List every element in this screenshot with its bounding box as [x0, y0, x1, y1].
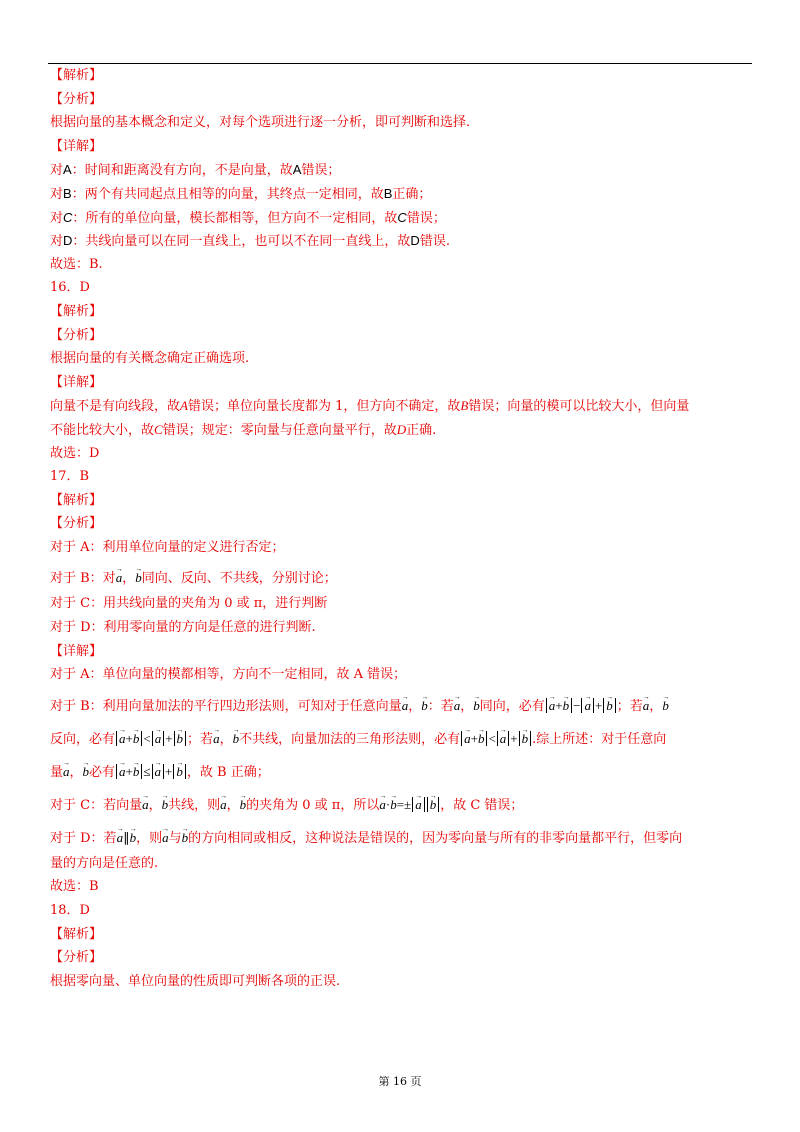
tag-jiexi: 【解析】 [50, 68, 103, 83]
detail-option-c: 对C：所有的单位向量，模长都相等，但方向不一定相同，故C错误； [50, 209, 446, 226]
answer-text: 故选：B [50, 879, 99, 895]
tag-fenxi: 【分析】 [50, 327, 103, 343]
tag-jiexi: 【解析】 [50, 492, 103, 508]
analysis-c: 对于 C：用共线向量的夹角为 0 或 π，进行判断 [50, 596, 328, 612]
detail-a: 对于 A：单位向量的模都相等，方向不一定相同，故 A 错误； [50, 667, 407, 683]
tag-fenxi: 【分析】 [50, 950, 103, 966]
analysis-text: 根据零向量、单位向量的性质即可判断各项的正误. [50, 973, 341, 989]
tag-jiexi: 【解析】 [50, 926, 103, 942]
formula-opposite-case: → a+→ b <→ a +→ b [115, 731, 187, 746]
detail-d-cont: 量的方向是任意的. [50, 855, 159, 871]
detail-option-d: 对D：共线向量可以在同一直线上，也可以不在同一直线上，故D错误. [50, 233, 450, 250]
detail-text-cont: 不能比较大小，故C错误；规定：零向量与任意向量平行，故D正确. [50, 421, 437, 438]
formula-parallel: → a∥→ b [117, 830, 137, 845]
question-number: 18．D [50, 903, 90, 919]
formula-dot-product: → a·→ b=±→ a→ b [379, 797, 440, 812]
solution-content [50, 64, 754, 993]
tag-xiangjie: 【详解】 [50, 374, 103, 390]
question-number: 16．D [50, 280, 90, 296]
tag-jiexi: 【解析】 [50, 303, 103, 319]
answer-text: 故选：D [50, 445, 100, 461]
tag-xiangjie: 【详解】 [50, 643, 103, 659]
tag-xiangjie: 【详解】 [50, 138, 103, 154]
formula-equal-case: → a+→ b −→ a +→ b [545, 698, 617, 713]
detail-d: 对于 D：若→ a∥→ b，则→ a与→ b的方向相同或相反，这种说法是错误的，因为零向量与所有的非零向量都平行，但零向 [50, 819, 754, 852]
question-number: 17．B [50, 469, 90, 485]
detail-option-a: 对A：时间和距离没有方向，不是向量，故A错误； [50, 162, 341, 179]
detail-b-line1: 对于 B：利用向量加法的平行四边形法则，可知对于任意向量→ a，→ b：若→ a，→ b同向，必有→ a+→ b −→ a +→ b ；若→ a，→ b [50, 687, 754, 720]
detail-b-line2: 反向，必有→ a+→ b <→ a +→ b ；若→ a，→ b不共线，向量加法的三角形法则，必有→ a+→ b <→ a +→ b .综上所述：对于任意向 [50, 720, 754, 753]
formula-noncollinear-case: → a+→ b <→ a +→ b [460, 731, 532, 746]
analysis-text: 根据向量的有关概念确定正确选项. [50, 351, 250, 367]
formula-triangle-inequality: → a+→ b ≤→ a +→ b [115, 764, 187, 779]
detail-b-line3: 量→ a，→ b必有→ a+→ b ≤→ a +→ b ，故 B 正确； [50, 753, 754, 786]
analysis-b: 对于 B：对→ a，→ b同向、反向、不共线，分别讨论； [50, 559, 754, 592]
analysis-a: 对于 A：利用单位向量的定义进行否定； [50, 539, 285, 555]
vector-a: → a [116, 559, 123, 594]
detail-option-b: 对B：两个有共同起点且相等的向量，其终点一定相同，故B正确； [50, 185, 432, 202]
tag-fenxi: 【分析】 [50, 516, 103, 532]
detail-text: 向量不是有向线段，故A错误；单位向量长度都为 1，但方向不确定，故B错误；向量的模可以比较大小，但向量 [50, 398, 690, 415]
analysis-text: 根据向量的基本概念和定义，对每个选项进行逐一分析，即可判断和选择. [50, 115, 471, 131]
answer-text: 故选：B. [50, 256, 103, 272]
analysis-d: 对于 D：利用零向量的方向是任意的进行判断. [50, 620, 316, 636]
tag-fenxi: 【分析】 [50, 91, 103, 107]
page-footer: 第 16 页 [378, 1075, 422, 1088]
detail-c: 对于 C：若向量→ a，→ b共线，则→ a，→ b的夹角为 0 或 π，所以→ a·→ b=±→ a→ b ，故 C 错误； [50, 786, 754, 819]
vector-b: → b [135, 559, 142, 594]
